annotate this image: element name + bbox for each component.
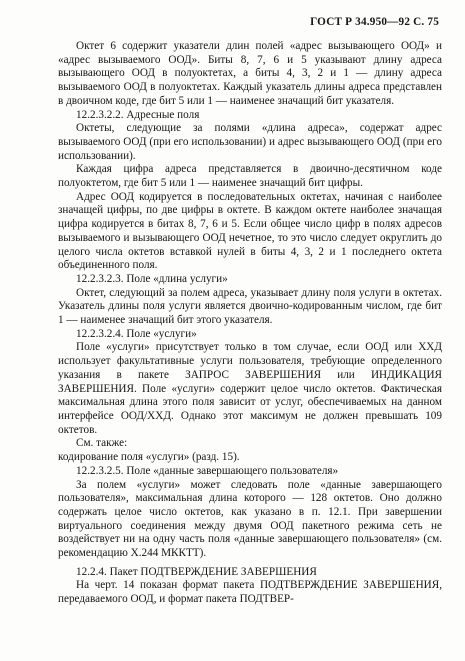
section-heading-address-fields: 12.2.3.2.2. Адресные поля xyxy=(76,108,200,121)
document-body xyxy=(58,40,442,607)
section-heading-clear-confirmation: 12.2.4. Пакет ПОДТВЕРЖДЕНИЕ ЗАВЕРШЕНИЯ xyxy=(76,565,317,578)
paragraph-facility-length: Октет, следующий за полем адреса, указывает длину поля услуги в октетах. Указатель длины поля услуги является двоично-кодированным числом, где бит 1 — наименее значащий бит этого указателя. xyxy=(58,286,442,327)
section-heading-facility-length: 12.2.3.2.3. Поле «длина услуги» xyxy=(76,272,228,285)
running-header: ГОСТ Р 34.950—92 С. 75 xyxy=(310,16,439,28)
paragraph-clear-confirmation-format: На черт. 14 показан формат пакета ПОДТВЕРЖДЕНИЕ ЗАВЕРШЕНИЯ, передаваемого ООД, и формат пакета ПОДТВЕР- xyxy=(58,579,442,606)
paragraph-see-also: См. также: xyxy=(76,437,128,450)
paragraph-address-octets: Октеты, следующие за полями «длина адреса», содержат адрес вызываемого ООД (при его использовании) и адрес вызывающего ООД (при его использовании). xyxy=(58,122,442,162)
paragraph-clear-user-data: За полем «услуги» может следовать поле «данные завершающего пользователя», максимальная длина которого — 128 октетов. Оно должно содержать целое число октетов, как указано в п. 12.1. При завершении виртуального соединения между двумя ООД пакетного режима сеть не воздействует ни на одну часть поля «данные завершающего пользователя» (см. рекомендацию Х.244 МККТТ). xyxy=(58,478,442,560)
paragraph-dte-address-coding: Адрес ООД кодируется в последовательных октетах, начиная с наиболее значащей цифры, по две цифры в октете. В каждом октете наиболее значащая цифра кодируется в битах 8, 7, 6 и 5. Если общее число цифр в полях адресов вызываемого и вызывающего ООД нечетное, то это число следует округлить до целого числа октетов вставкой нулей в биты 4, 3, 2 и 1 последнего октета объединенного поля. xyxy=(58,190,442,272)
paragraph-octet-6: Октет 6 содержит указатели длин полей «адрес вызывающего ООД» и «адрес вызываемого ООД». Биты 8, 7, 6 и 5 указывают длину адреса вызывающего ООД в полуоктетах, а биты 4, 3, 2 и 1 — длину адреса вызываемого ООД в полуоктетах. Каждый указатель длины адреса представлен в двоичном коде, где бит 5 или 1 — наименее значащий бит указателя. xyxy=(58,40,442,107)
paragraph-facility-coding-reference: кодирование поля «услуги» (разд. 15). xyxy=(58,451,240,464)
section-heading-facilities: 12.2.3.2.4. Поле «услуги» xyxy=(76,327,197,340)
paragraph-address-digit: Каждая цифра адреса представляется в двоично-десятичном коде полуоктетом, где бит 5 или 1 — наименее значащий бит цифры. xyxy=(58,163,442,190)
paragraph-facilities-field: Поле «услуги» присутствует только в том случае, если ООД или ХХД использует факультативные услуги пользователя, требующие определенного указания в пакете ЗАПРОС ЗАВЕРШЕНИЯ или ИНДИКАЦИЯ ЗАВЕРШЕНИЯ. Поле «услуги» содержит целое число октетов. Фактическая максимальная длина этого поля зависит от услуг, обеспечиваемых на данном интерфейсе ООД/ХХД. Однако этот максимум не должен превышать 109 октетов. xyxy=(58,341,442,436)
section-heading-clear-user-data: 12.2.3.2.5. Поле «данные завершающего пользователя» xyxy=(76,464,339,477)
